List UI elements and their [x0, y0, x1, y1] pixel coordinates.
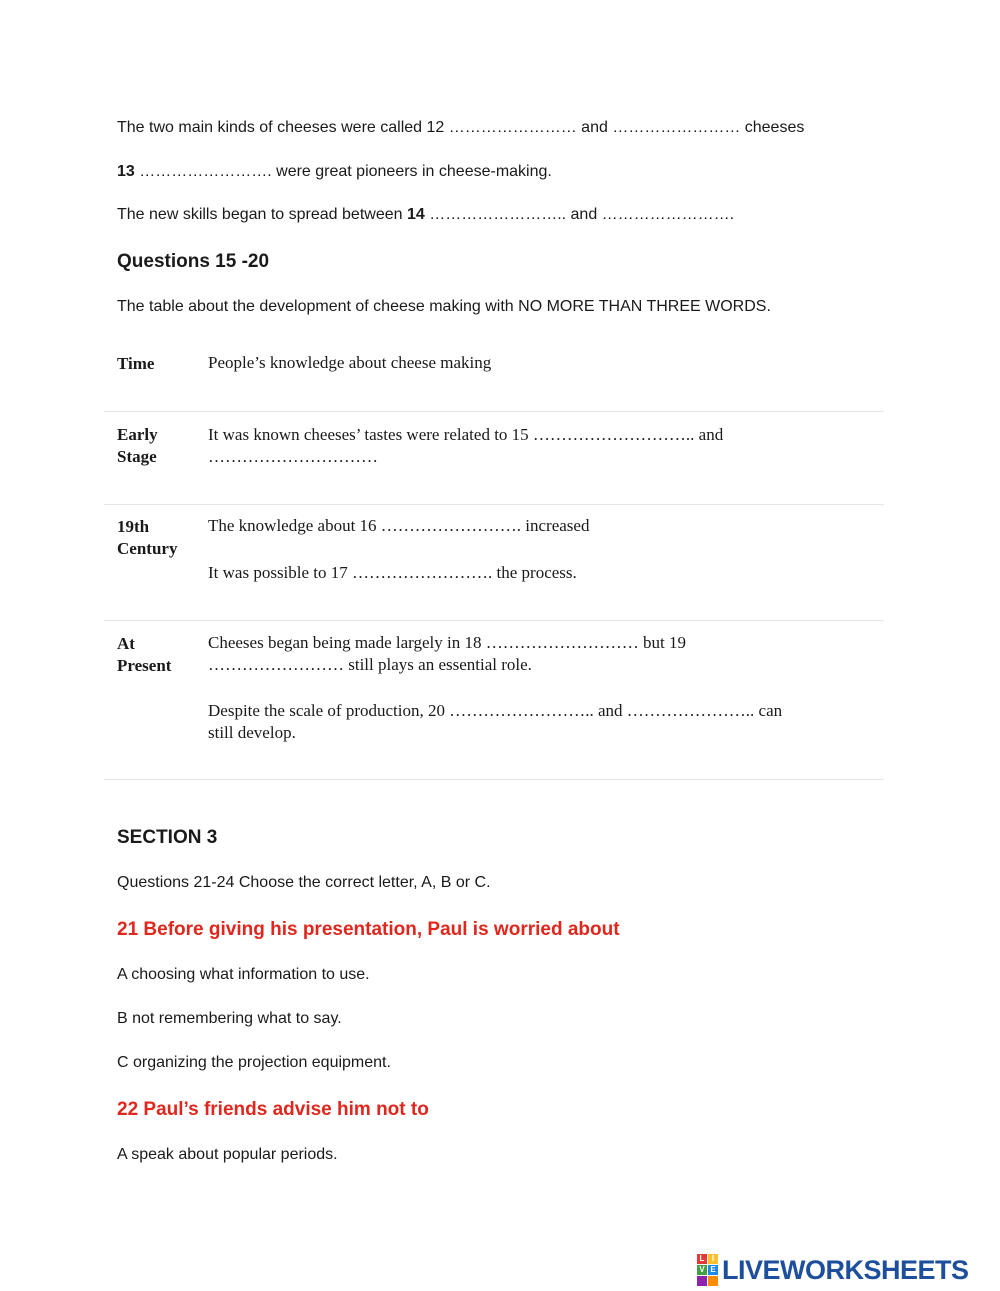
blank-17-line: It was possible to 17 ……………………. the process.: [208, 563, 577, 582]
table-divider: [104, 620, 884, 621]
question-21: 21 Before giving his presentation, Paul is worried about: [117, 919, 620, 940]
section-3-instruction: Questions 21-24 Choose the correct letter, A, B or C.: [117, 874, 491, 891]
table-divider: [104, 411, 884, 412]
gapfill-line-12: The two main kinds of cheeses were called 12 …………………… and …………………… cheeses: [117, 119, 805, 136]
table-row-time-early-stage: Early Stage: [117, 425, 158, 466]
table-divider: [104, 504, 884, 505]
question-21-option-a: A choosing what information to use.: [117, 966, 370, 983]
table-row-knowledge-at-present: [208, 632, 782, 744]
question-number-14: 14: [406, 206, 425, 223]
section-3-heading: SECTION 3: [117, 827, 218, 848]
question-22-option-a: A speak about popular periods.: [117, 1146, 338, 1163]
gapfill-line-13: [117, 163, 552, 181]
table-header-time: Time: [117, 354, 155, 373]
table-row-time-at-present: At Present: [117, 634, 172, 675]
logo-text: LIVEWORKSHEETS: [722, 1254, 969, 1285]
question-22: 22 Paul’s friends advise him not to: [117, 1099, 429, 1120]
gapfill-line-14-pre: The new skills began to spread between: [117, 206, 407, 223]
table-row-knowledge-early-stage: [208, 424, 723, 468]
blank-20-line-cont: still develop.: [208, 723, 296, 742]
question-21-option-b: B not remembering what to say.: [117, 1010, 342, 1027]
blank-18-19-line: Cheeses began being made largely in 18 ……………………… but 19: [208, 633, 686, 652]
table-bottom-border: [104, 779, 884, 780]
gapfill-line-13-text: ……………………. were great pioneers in cheese-making.: [134, 163, 552, 180]
question-21-option-c: C organizing the projection equipment.: [117, 1054, 391, 1071]
blank-15-line-cont: …………………………: [208, 447, 378, 466]
blank-20-line: Despite the scale of production, 20 …………………….. and ………………….. can: [208, 701, 783, 720]
blank-16-line: The knowledge about 16 ……………………. increased: [208, 516, 590, 535]
blank-15-line: It was known cheeses’ tastes were related to 15 ……………………….. and: [208, 425, 724, 444]
gapfill-line-14: [117, 206, 734, 224]
table-row-knowledge-19th-century: [208, 515, 589, 584]
table-header-knowledge: People’s knowledge about cheese making: [208, 353, 492, 372]
questions-15-20-heading: Questions 15 -20: [117, 251, 270, 272]
liveworksheets-logo: [697, 1254, 969, 1286]
blank-19-line-cont: …………………… still plays an essential role.: [208, 655, 532, 674]
questions-15-20-instruction: The table about the development of cheese making with NO MORE THAN THREE WORDS.: [117, 298, 771, 315]
logo-mark-icon: L I V E: [697, 1254, 718, 1286]
gapfill-line-14-post: …………………….. and …………………….: [424, 206, 735, 223]
question-number-13: 13: [117, 163, 135, 180]
table-row-time-19th-century: 19th Century: [117, 517, 178, 558]
